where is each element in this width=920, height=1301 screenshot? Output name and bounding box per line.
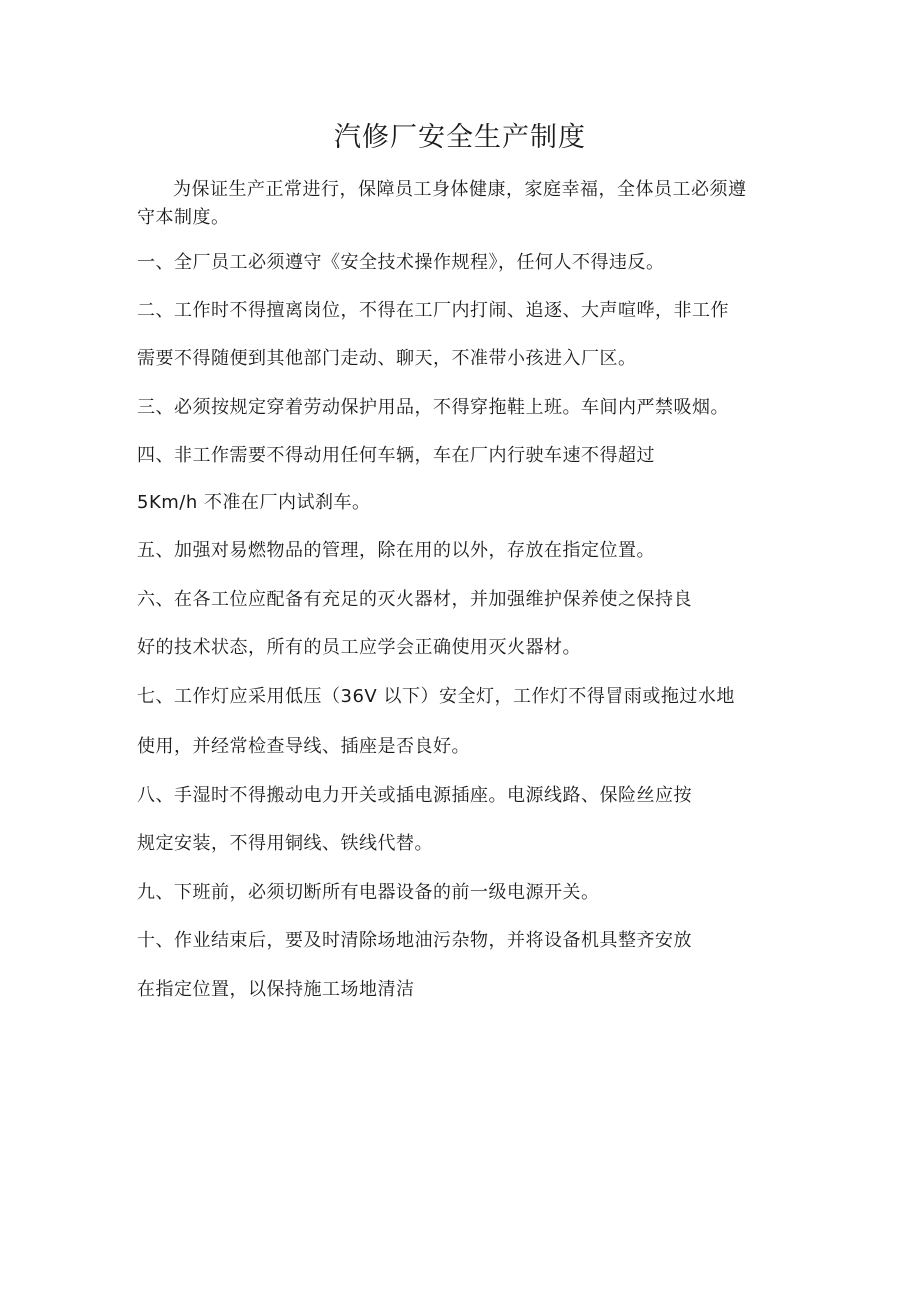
- rule-6-line-2: 好的技术状态，所有的员工应学会正确使用灭火器材。: [137, 637, 581, 658]
- rule-7-line-2: 使用，并经常检查导线、插座是否良好。: [137, 736, 470, 757]
- intro-line-2: 守本制度。: [137, 207, 230, 228]
- rule-8-line-2: 规定安装，不得用铜线、铁线代替。: [137, 833, 433, 854]
- rule-7-line-1: 七、工作灯应采用低压（36V 以下）安全灯，工作灯不得冒雨或拖过水地: [137, 686, 735, 707]
- rule-4-line-1: 四、非工作需要不得动用任何车辆，车在厂内行驶车速不得超过: [137, 445, 655, 466]
- rule-6-line-1: 六、在各工位应配备有充足的灭火器材，并加强维护保养使之保持良: [137, 589, 692, 610]
- rule-5: 五、加强对易燃物品的管理，除在用的以外，存放在指定位置。: [137, 540, 655, 561]
- rule-9: 九、下班前，必须切断所有电器设备的前一级电源开关。: [137, 882, 600, 903]
- rule-10-line-2: 在指定位置，以保持施工场地清洁: [137, 979, 415, 1000]
- rule-2-line-2: 需要不得随便到其他部门走动、聊天，不准带小孩进入厂区。: [137, 348, 637, 369]
- rule-2-line-1: 二、工作时不得擅离岗位，不得在工厂内打闹、追逐、大声喧哗，非工作: [137, 300, 729, 321]
- rule-10-line-1: 十、作业结束后，要及时清除场地油污杂物，并将设备机具整齐安放: [137, 930, 692, 951]
- rule-4-line-2: 5Km/h 不准在厂内试刹车。: [137, 492, 371, 513]
- intro-line-1: 为保证生产正常进行，保障员工身体健康，家庭幸福，全体员工必须遵: [173, 179, 747, 200]
- document-title: 汽修厂安全生产制度: [334, 122, 586, 153]
- rule-3: 三、必须按规定穿着劳动保护用品，不得穿拖鞋上班。车间内严禁吸烟。: [137, 397, 729, 418]
- rule-1: 一、全厂员工必须遵守《安全技术操作规程》，任何人不得违反。: [137, 252, 665, 273]
- rule-8-line-1: 八、手湿时不得搬动电力开关或插电源插座。电源线路、保险丝应按: [137, 785, 692, 806]
